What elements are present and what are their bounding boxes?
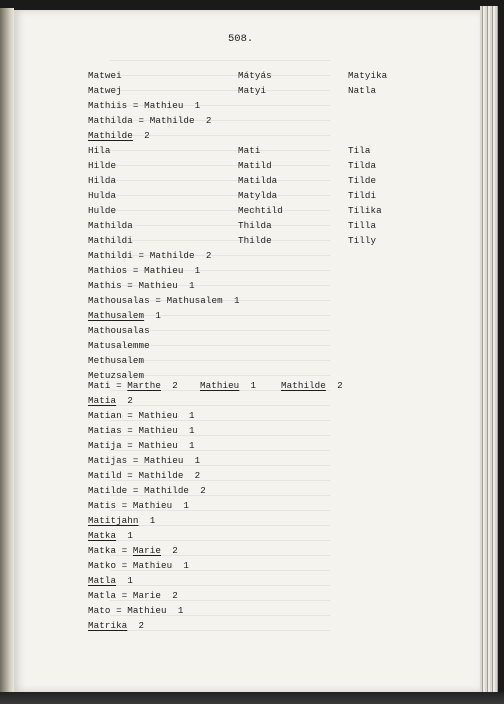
cross-reference: Matian = Mathieu 1 (88, 410, 195, 421)
cross-reference: Mathousalas = Mathusalem 1 (88, 295, 240, 306)
variant-name: Thilde (238, 235, 272, 246)
headword-number: 1 (149, 515, 156, 526)
cross-reference: Mathilda = Mathilde 2 (88, 115, 212, 126)
headword (88, 530, 133, 541)
cross-reference: Mathiis = Mathieu 1 (88, 100, 201, 111)
headword-number: 1 (127, 530, 133, 541)
reference-name: Mathieu (200, 380, 240, 391)
cross-reference: Mathios = Mathieu 1 (88, 265, 201, 276)
entry-prefix: Matka = (88, 545, 133, 556)
headword (88, 310, 161, 321)
entry-name: Matwei (88, 70, 122, 81)
variant-name: Mechtild (238, 205, 283, 216)
variant-name: Mathildi (88, 235, 133, 246)
headword-name: Matia (88, 395, 117, 406)
variant-name: Hulda (88, 190, 117, 201)
headword-number: 2 (138, 620, 145, 631)
reference-name: Marthe (127, 380, 161, 391)
variant-name: Natla (348, 85, 377, 96)
cross-reference: Matild = Mathilde 2 (88, 470, 201, 481)
variant-name: Matyi (238, 85, 267, 96)
cross-reference: Matija = Mathieu 1 (88, 440, 195, 451)
cross-reference: Matias = Mathieu 1 (88, 425, 195, 436)
cross-reference: Mato = Mathieu 1 (88, 605, 184, 616)
headword-name: Mathusalem (88, 310, 145, 321)
headword-number: 2 (127, 395, 133, 406)
cross-reference (88, 380, 178, 391)
scanner-bed (0, 692, 504, 704)
reference-name: Marie (132, 545, 161, 556)
book-spine (0, 8, 14, 692)
entry-prefix: Mati = (88, 380, 128, 391)
variant-name: Matylda (238, 190, 278, 201)
variant-name: Mathilda (88, 220, 133, 231)
headword-number: 2 (144, 130, 150, 141)
headword-name: Matrika (88, 620, 128, 631)
variant-name: Methusalem (88, 355, 145, 366)
reference-number: 2 (337, 380, 343, 391)
cross-reference: Matijas = Mathieu 1 (88, 455, 201, 466)
headword (88, 395, 133, 406)
headword-name: Mathilde (88, 130, 133, 141)
variant-name: Hilde (88, 160, 117, 171)
variant-name: Mátyás (238, 70, 272, 81)
page-edges (480, 6, 498, 696)
cross-reference: Matilde = Mathilde 2 (88, 485, 206, 496)
reference-number: 2 (172, 545, 178, 556)
headword-name: Matitjahn (88, 515, 139, 526)
headword-number: 1 (155, 310, 161, 321)
variant-name: Matild (238, 160, 272, 171)
cross-reference: Mathis = Mathieu 1 (88, 280, 195, 291)
headword (88, 575, 133, 586)
variant-name: Tilla (348, 220, 377, 231)
reference-number: 1 (250, 380, 257, 391)
cross-reference (88, 545, 178, 556)
variant-name: Mathousalas (88, 325, 150, 336)
entry-name: Matwej (88, 85, 122, 96)
variant-name: Tilika (348, 205, 382, 216)
headword-number: 1 (127, 575, 133, 586)
headword (88, 515, 155, 526)
variant-name: Matilda (238, 175, 278, 186)
page-number: 508. (228, 33, 254, 45)
headword (88, 130, 150, 141)
variant-name: Tilda (348, 160, 377, 171)
variant-name: Thilda (238, 220, 272, 231)
cross-reference: Matis = Mathieu 1 (88, 500, 190, 511)
headword (88, 620, 144, 631)
variant-name: Tilly (348, 235, 377, 246)
cross-reference: Matko = Mathieu 1 (88, 560, 190, 571)
variant-name: Mati (238, 145, 261, 156)
variant-name: Matusalemme (88, 340, 150, 351)
variant-name: Matyika (348, 70, 388, 81)
cross-reference: Matla = Marie 2 (88, 590, 178, 601)
cross-reference: Mathildi = Mathilde 2 (88, 250, 212, 261)
variant-name: Hila (88, 145, 111, 156)
reference-number: 2 (172, 380, 178, 391)
headword-name: Matla (88, 575, 117, 586)
cross-reference (200, 380, 256, 391)
variant-name: Tildi (348, 190, 377, 201)
variant-name: Tila (348, 145, 371, 156)
variant-name: Metuzsalem (88, 370, 145, 381)
cross-reference (281, 380, 343, 391)
reference-name: Mathilde (281, 380, 326, 391)
headword-name: Matka (88, 530, 117, 541)
variant-name: Tilde (348, 175, 377, 186)
variant-name: Hilda (88, 175, 117, 186)
variant-name: Hulde (88, 205, 117, 216)
